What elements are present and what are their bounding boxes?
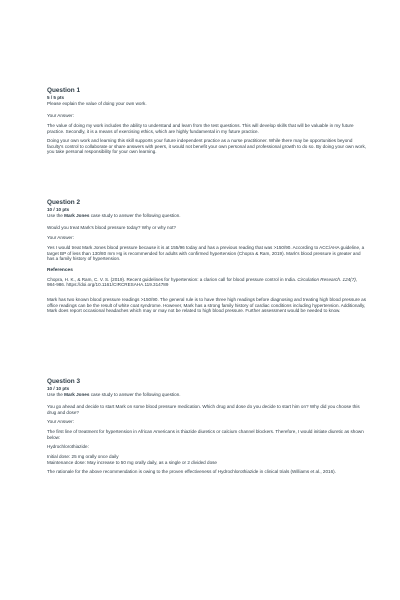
question-text: Would you treat Mark's blood pressure today? Why or why not? — [47, 225, 176, 230]
answer-paragraph: The value of doing my work includes the ability to understand and learn from the test questions. This will develop skills that will be valuable in my future practice. Secondly, it is a means of exercising ethics, which are highly fundamental in my future practice. — [47, 123, 354, 134]
case-study-name: Mark Jones — [64, 392, 90, 397]
answer-label: Your Answer: — [47, 113, 74, 118]
reference-text: Chopra, H. K., & Ram, C. V. S. (2019). Recent guidelines for hypertension: a clarion call for blood pressure control in India. — [47, 276, 297, 282]
question-3 — [47, 378, 367, 479]
question-2 — [47, 199, 367, 318]
question-title: Question 1 — [47, 87, 81, 94]
reference-journal: Circulation Research — [297, 276, 340, 282]
prompt-text: Use the — [47, 213, 63, 218]
answer-label: Your Answer: — [47, 419, 74, 425]
prompt-text: Use the — [47, 392, 63, 397]
question-1 — [47, 87, 367, 159]
question-points: 5 / 5 pts — [47, 95, 65, 100]
question-points: 10 / 10 pts — [47, 386, 70, 391]
answer-paragraph: Doing your own work and learning this skill supports your future independent practice as a nurse practitioner. While there may be opportunities beyond faculty's control to collaborate or share answers with peers, it would not benefit your own personal and professional growth to do so. By doing your own work, you take personal responsibility for your own learning. — [47, 138, 367, 155]
case-study-name: Mark Jones — [64, 213, 90, 218]
answer-paragraph: The first line of treatment for hypertension in African Americans is thiazide diuretics or calcium channel blockers. Therefore, I would initiate diuretic as shown below: — [47, 429, 364, 440]
question-prompt: Please explain the value of doing your own work. — [47, 101, 147, 106]
answer-paragraph: The rationale for the above recommendation is owing to the proven effectiveness of Hydrochlorothiazide in clinical trials (Williams et al., 2016). — [47, 469, 336, 475]
question-points: 10 / 10 pts — [47, 207, 70, 212]
question-prompt — [47, 213, 367, 219]
initial-dose: Initial dose: 25 mg orally once daily — [47, 453, 119, 459]
prompt-text: case study to answer the following question. — [90, 213, 181, 218]
question-prompt — [47, 392, 367, 398]
answer-paragraph: Yes I would treat Mark Jones blood pressure because it is at 155/96 today and has a previous reading that was >150/90. According to ACC/AHA guideline, a target BP of less than 130/80 mm Hg is recommended for adults with confirmed hypertension (Chopra & Ram, 2019). Mark's blood pressure is greater and has a family history of hypertension. — [47, 245, 365, 262]
reference-volume: . 124(7) — [339, 276, 356, 282]
question-title: Question 2 — [47, 199, 81, 206]
reference-doi: , 984-986. https://doi.org/10.1161/CIRCRESAHA.119.314789 — [47, 276, 358, 288]
references-heading: References — [47, 267, 73, 273]
question-text: You go ahead and decide to start Mark on some blood pressure medication. Which drug and dose do you decide to start him on? Why did you choose this drug and dose? — [47, 404, 360, 415]
question-title: Question 3 — [47, 378, 81, 385]
maintenance-dose: Maintenance dose: May increase to 50 mg orally daily, as a single or 2 divided dose — [47, 459, 217, 465]
answer-paragraph: Mark has two known blood pressure readings >150/90. The general rule is to have three high readings before diagnosing and treating high blood pressure as office readings can be the result of white coat syndrome. However, Mark has a strong family history of cardiac conditions including hypertension. Additionally, Mark does report occasional headaches which may or may not be related to high blood pressure. Further assessment would be needed to know. — [47, 296, 367, 314]
answer-label: Your Answer: — [47, 235, 74, 240]
reference-entry — [47, 277, 367, 288]
prompt-text: case study to answer the following question. — [90, 392, 181, 397]
drug-name: Hydrochlorothiazide: — [47, 444, 89, 450]
